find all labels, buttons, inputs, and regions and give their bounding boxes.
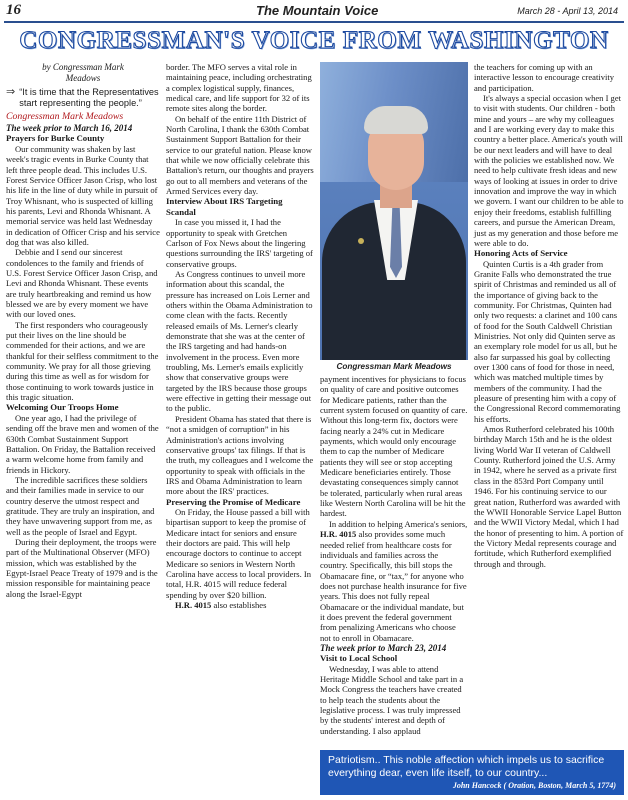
issue-date: March 28 - April 13, 2014 [517,6,618,16]
paragraph: The incredible sacrifices these soldiers and their families made in service to our country deserve the utmost respect and gratitude. They are truly an inspiration, and they have unwavering support from me, as well as the people of Israel and Egypt. [6,474,155,537]
section-heading: Visit to Local School [320,653,398,664]
section-heading: Welcoming Our Troops Home [6,402,119,413]
section-heading: Honoring Acts of Service [474,248,568,259]
column-1 [6,62,160,599]
paragraph: In case you missed it, I had the opportunity to speak with Gretchen Carlson of Fox News about the lingering questions surrounding the IRS' targeting of conservative groups. [166,217,313,269]
paragraph: payment incentives for physicians to focus on quality of care and positive outcomes for Medicare patients, rather than the current system focused on quantity of care. Without this long-term fix, doctors were facing nearly a 24% cut in Medicare payments, which would only encourage them to cap the number of Medicare patients they will see or stop accepting Medicare beneficiaries entirely. Those devastating consequences simply cannot be tolerated, particularly when rural areas like Western North Carolina will be hit the hardest. [320,374,468,519]
paragraph: Debbie and I send our sincerest condolences to the family and friends of U.S. Forest Service Officer Jason Crisp, and Levi and Rhonda Whisnant. These events are truly heartbreaking and remind us how blessed we are by every moment we have with our loved ones. [6,247,158,320]
week-heading: The week prior to March 16, 2014 [6,123,133,133]
publication-name: The Mountain Voice [256,3,379,18]
paragraph: the teachers for coming up with an interactive lesson to encourage creativity and participation. [474,62,615,93]
pull-quote: ⇒ “It is time that the Representatives start representing the people.” [6,86,159,108]
arrow-icon: ⇒ [6,86,16,98]
page-header [0,0,628,20]
paragraph: Quinten Curtis is a 4th grader from Granite Falls who demonstrated the true spirit of Christmas and reminded us all of the importance of giving back to the community. For Christmas, Quinten had only two requests: a clarinet and 100 cans of food for the South Caldwell Christian Ministries. Not only did Quinten serve as an exemplary role model for us all, but he also far surpassed his goal by collecting over 1300 cans of food for those in need, which was matched multiple times by members of the community. I had the pleasure of presenting him with a copy of the Congressional Record commemorating his efforts. [474,258,621,424]
column-3 [320,374,468,736]
paragraph: border. The MFO serves a vital role in maintaining peace, including orchestrating a complex logistical supply, finances, medical care, and life support for 32 of its remote sites along the border. [166,62,312,114]
column-2 [166,62,314,610]
byline: by Congressman Mark Meadows [42,62,124,83]
paragraph: On Friday, the House passed a bill with bipartisan support to keep the promise of Medicare intact for seniors and ensure their doctors are paid. This will help encourage doctors to continue to accept Medicare so seniors in Western North Carolina have access to local providers. In total, H.R. 4015 will reduce federal spending by over $20 billion. [166,506,312,600]
column-4 [474,62,624,569]
headline: CONGRESSMAN'S VOICE FROM WASHINGTON [19,27,609,54]
paragraph: Amos Rutherford celebrated his 100th birthday March 15th and he is the oldest living World War II veteran of Caldwell County. Rutherford joined the U.S. Army in 1942, where he served as a private first class in the 853rd Port Company until 1946. For his continuing service to our great nation, Rutherford was awarded with the WWII Honorable Service Lapel Button and the WWII Victory Medal, which I had the honor of presenting to him. A portion of the Victory Medal represents courage and fortitude, which Rutherford exemplified through and through. [474,424,624,569]
quote-attribution: John Hancock ( Oration, Boston, March 5, 1774) [452,781,616,790]
quote-box [320,750,624,795]
section-heading: Prayers for Burke County [6,133,105,144]
page-number: 16 [6,2,21,18]
section-heading: Preserving the Promise of Medicare [166,496,301,507]
congressman-photo [320,62,468,360]
paragraph: H.R. 4015 also establishes [175,600,267,611]
paragraph: In addition to helping America's seniors, H.R. 4015 also provides some much needed relief from healthcare costs for individuals and families across the country. Specifically, this bill stops the Obamacare fine, or “tax,” for anyone who does not purchase health insurance for five years. This does not fully repeal Obamacare or the individual mandate, but it does prevent the federal government from penalizing Americans who choose not to enroll in Obamacare. [320,518,468,643]
paragraph: President Obama has stated that there is “not a smidgen of corruption” in his Administration's actions involving conservative groups' tax filings. If that is the truth, my colleagues and I welcome the opportunity to speak with officials in the IRS and Obama Administration to learn more about the IRS' practices. [166,413,314,497]
paragraph: It's always a special occasion when I get to visit with students. Our children - both mine and yours – are why my colleagues and I are working every day to make this country a better place. America's youth will be our next leaders and will have to deal with the policies we established now. We need to help cultivate fresh ideas and new ways of looking at issues in order to drive innovation and improve the way in which we govern. I want our children to be able to enjoy their freedoms, establish fulfilling careers, and pursue the American Dream, just as my generation and those before me were able to do. [474,93,624,248]
paragraph: Our community was shaken by last week's tragic events in Burke County that left three people dead. This includes U.S. Forest Service Officer Jason Crisp, who lost his life in the line of duty while in pursuit of Troy Whisnant, who is suspected of killing his parents, Levi and Rhonda Whisnant. A memorial service was held last Wednesday in dedication of Officer Crisp and his service dog that was also killed. [6,143,160,247]
lapel-pin-icon [358,238,364,244]
week-heading: The week prior to March 23, 2014 [320,642,447,653]
paragraph: The first responders who courageously put their lives on the line should be commended for their actions, and we are thankful for their selfless commitment to the community. We pray for all those grieving during this time as well as for wisdom for those continuing to work towards justice in this tragic situation. [6,319,159,403]
paragraph: Wednesday, I was able to attend Heritage Middle School and take part in a Mock Congress the teachers have created to help teach the students about the legislative process. I was truly impressed by the students' interest and depth of understanding. I also applaud [320,663,464,736]
photo-caption: Congressman Mark Meadows [336,362,452,371]
signature: Congressman Mark Meadows [6,111,124,122]
paragraph: On behalf of the entire 11th District of North Carolina, I thank the 630th Combat Sustainment Support Battalion for their service to our grateful nation. Please know that while we now officially celebrate this Battalion's return, our thoughts and prayers go out to all members and veterans of the Armed Services every day. [166,113,314,197]
header-rule [4,21,624,23]
section-heading: Interview About IRS Targeting Scandal [166,196,283,217]
paragraph: One year ago, I had the privilege of sending off the brave men and women of the 630th Combat Sustainment Support Battalion. On Friday, the Battalion received a warm welcome home from family and friends in Hickory. [6,412,159,475]
quote-text: Patriotism.. This noble affection which impels us to sacrifice everything dear, even life itself, to our country... [328,754,605,779]
paragraph: As Congress continues to unveil more information about this scandal, the pressure has increased on Lois Lerner and others within the Obama Administration to come clean with the facts. Recently released emails of Ms. Lerner's clearly demonstrate that she was at the center of the IRS targeting and had hands-on involvement in the process. Even more troubling, Ms. Lerner's emails explicitly show that conservative groups were targeted by the IRS because those groups were effective in getting their message out to the public. [166,269,313,414]
paragraph: During their deployment, the troops were part of the Multinational Observer (MFO) mission, which was established by the Egypt-Israel Peace Treaty of 1979 and is the mission responsible for maintaining peace along the Israel-Egypt [6,536,158,599]
